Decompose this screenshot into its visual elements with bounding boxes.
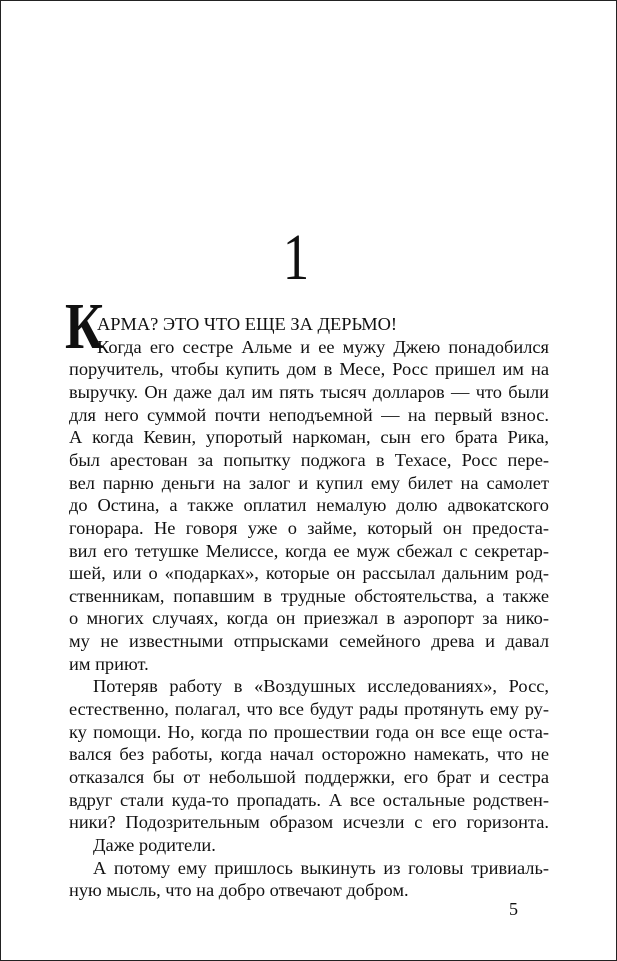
- text-line: был арестован за попытку поджога в Техасе, Росс пере-: [69, 449, 549, 470]
- text-line: до Остина, а также оплатил немалую долю адвокатского: [69, 495, 549, 516]
- text-line: му не известными отпрысками семейного древа и давал: [69, 631, 549, 652]
- chapter-number: 1: [282, 221, 310, 294]
- drop-cap: К: [65, 290, 104, 363]
- text-line: гонорара. Не говоря уже о займе, который он предоста-: [69, 517, 549, 538]
- text-line: Когда его сестре Альме и ее мужу Джею понадобился: [97, 336, 549, 357]
- text-line: вдруг стали куда-то пропадать. А все остальные родствен-: [69, 789, 549, 810]
- text-line: А когда Кевин, упоротый наркоман, сын его брата Рика,: [69, 427, 549, 448]
- text-line: шей, или о «подарках», которые он рассылал дальним род-: [69, 563, 549, 584]
- text-line: Даже родители.: [93, 834, 216, 855]
- text-line: ку помощи. Но, когда по прошествии года он все еще оста-: [69, 721, 549, 742]
- text-line: ники? Подозрительным образом исчезли с его горизонта.: [69, 812, 549, 833]
- text-line: А потому ему пришлось выкинуть из головы тривиаль-: [93, 857, 549, 878]
- text-line: ную мысль, что на добро отвечают добром.: [69, 880, 409, 901]
- text-line: естественно, полагал, что все будут рады протянуть ему ру-: [69, 699, 549, 720]
- text-line: для него суммой почти неподъемной — на первый взнос.: [69, 404, 549, 425]
- text-line: Потеряв работу в «Воздушных исследованиях», Росс,: [93, 676, 549, 697]
- page-number: 5: [509, 899, 518, 919]
- text-line: ственникам, попавшим в трудные обстоятельства, а также: [69, 585, 549, 606]
- text-line: выручку. Он даже дал им пять тысяч долларов — что были: [69, 381, 549, 402]
- text-line: вил его тетушке Мелиссе, когда ее муж сбежал с секретар-: [69, 540, 549, 561]
- text-line: вался без работы, когда начал осторожно намекать, что не: [69, 744, 549, 765]
- text-line: им приют.: [69, 653, 149, 674]
- text-line: поручитель, чтобы купить дом в Месе, Росс пришел им на: [69, 359, 549, 380]
- text-line: отказался бы от небольшой поддержки, его брат и сестра: [69, 767, 549, 787]
- text-line: о многих случаях, когда он приезжал в аэропорт за нико-: [69, 608, 549, 629]
- text-line: вел парню деньги на залог и купил ему билет на самолет: [69, 472, 549, 493]
- text-line: АРМА? ЭТО ЧТО ЕЩЕ ЗА ДЕРЬМО!: [97, 314, 398, 334]
